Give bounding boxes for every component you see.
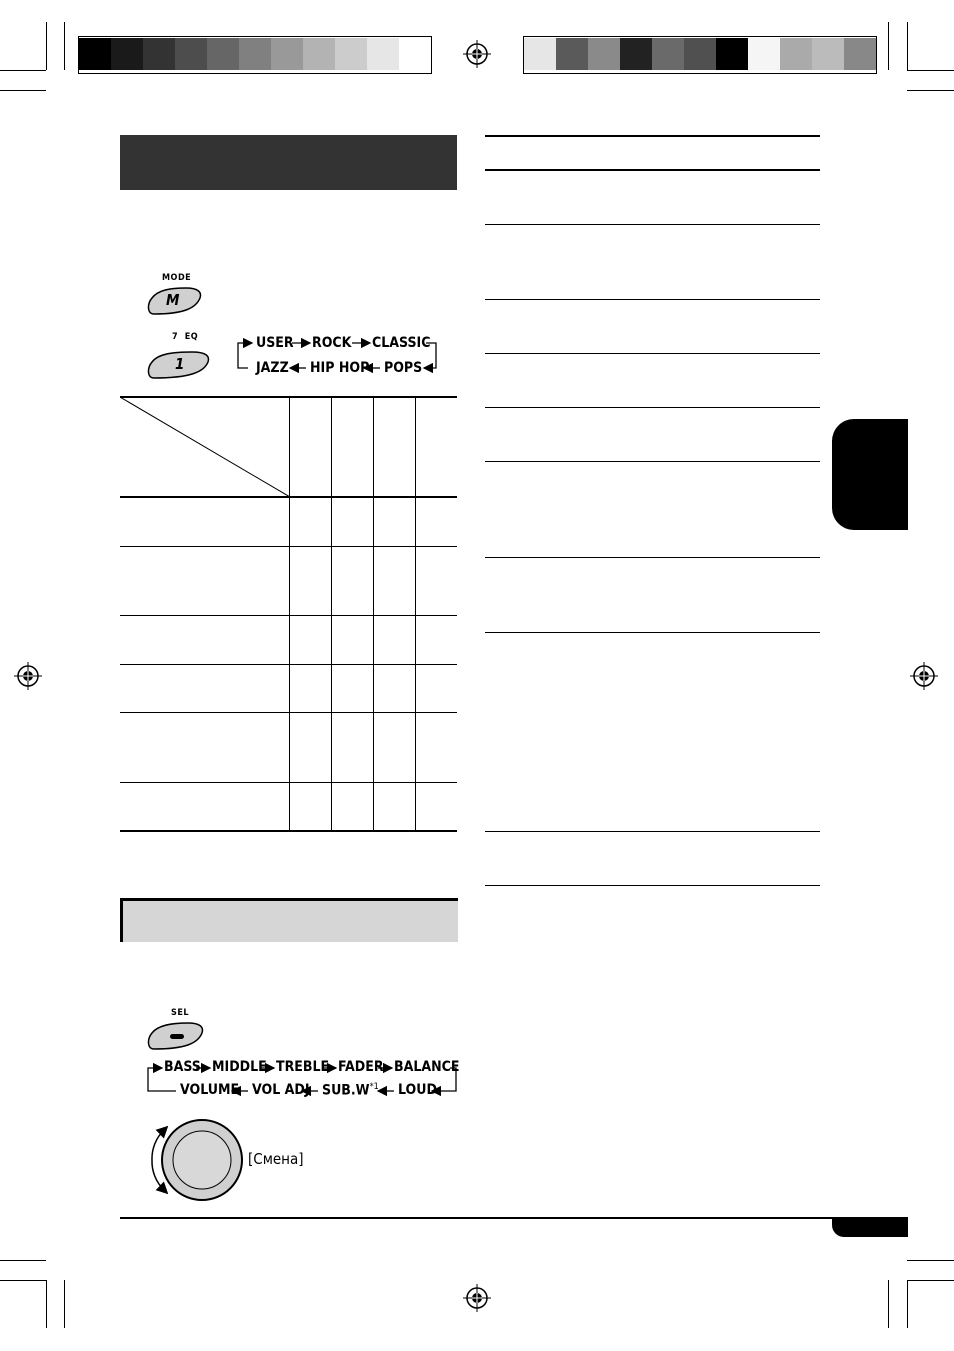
color-bar-left-swatch — [367, 38, 399, 70]
sound-item-sub-w — [322, 1083, 379, 1098]
right-table-rule — [485, 299, 820, 300]
language-side-tab — [832, 419, 908, 530]
crop-mark — [46, 22, 47, 70]
sound-item-loud: LOUD — [398, 1082, 437, 1098]
right-table-rule — [485, 169, 820, 171]
crop-mark — [0, 90, 46, 91]
eq-button-glyph: 1 — [175, 355, 185, 373]
color-bar-right-swatch — [524, 38, 556, 70]
color-bar-left-swatch — [207, 38, 239, 70]
mode-button-glyph: M — [166, 291, 180, 309]
color-bar-right-swatch — [748, 38, 780, 70]
crop-mark — [907, 1260, 954, 1261]
color-bar-left-swatch — [303, 38, 335, 70]
dial-label: [Смена] — [248, 1150, 304, 1168]
eq-table-col-rule — [373, 397, 374, 831]
color-bar-right-swatch — [556, 38, 588, 70]
crop-mark — [64, 22, 65, 70]
registration-target-icon — [463, 40, 491, 68]
control-dial[interactable] — [146, 1118, 246, 1204]
crop-mark — [888, 1280, 889, 1328]
crop-mark — [907, 1280, 954, 1281]
right-table-rule — [485, 407, 820, 408]
color-bar-right-swatch — [844, 38, 876, 70]
eq-mode-hiphop: HIP HOP — [310, 360, 370, 376]
sound-item-fader: FADER — [338, 1059, 384, 1075]
color-bar-left-swatch — [271, 38, 303, 70]
registration-target-icon — [910, 662, 938, 690]
color-bar-right-swatch — [652, 38, 684, 70]
footer-rule — [120, 1217, 908, 1219]
crop-mark — [907, 1280, 908, 1328]
right-table-rule — [485, 632, 820, 633]
eq-table-col-rule — [331, 397, 332, 831]
crop-mark — [907, 90, 954, 91]
registration-target-icon — [463, 1284, 491, 1312]
right-table-rule — [485, 353, 820, 354]
color-bar-left-swatch — [239, 38, 271, 70]
footnote-mark: *1 — [369, 1082, 379, 1092]
eq-mode-classic: CLASSIC — [372, 335, 431, 351]
color-bar-left-swatch — [175, 38, 207, 70]
crop-mark — [907, 70, 954, 71]
crop-mark — [0, 1280, 46, 1281]
color-bar-right-swatch — [780, 38, 812, 70]
color-bar-left-swatch — [111, 38, 143, 70]
color-bar-right-swatch — [716, 38, 748, 70]
color-bar-right-swatch — [812, 38, 844, 70]
sel-button[interactable] — [146, 1021, 204, 1051]
eq-table-col-rule — [415, 397, 416, 831]
sound-item-balance: BALANCE — [394, 1059, 460, 1075]
sel-button-caption: SEL — [171, 1008, 190, 1018]
eq-mode-rock: ROCK — [312, 335, 352, 351]
crop-mark — [0, 1260, 46, 1261]
color-bar-right-swatch — [620, 38, 652, 70]
sound-item-treble: TREBLE — [276, 1059, 330, 1075]
sound-item-vol-adj: VOL ADJ — [252, 1082, 310, 1098]
color-bar-right-swatch — [684, 38, 716, 70]
sound-item-middle: MIDDLE — [212, 1059, 267, 1075]
eq-mode-jazz: JAZZ — [256, 360, 289, 376]
color-bar-left-swatch — [399, 38, 431, 70]
eq-button-caption: 7 EQ — [172, 332, 199, 342]
crop-mark — [907, 22, 908, 70]
right-table-rule — [485, 461, 820, 462]
crop-mark — [0, 70, 46, 71]
right-table-rule — [485, 224, 820, 225]
sound-item-sub-w-label: SUB.W — [322, 1082, 370, 1099]
color-bar-left-swatch — [79, 38, 111, 70]
crop-mark — [46, 1280, 47, 1328]
eq-mode-pops: POPS — [384, 360, 423, 376]
eq-table-col-rule — [289, 397, 290, 831]
eq-mode-user: USER — [256, 335, 294, 351]
page-number-tab — [832, 1217, 908, 1237]
color-bar-right-swatch — [588, 38, 620, 70]
section-header-light — [120, 898, 458, 942]
sound-item-volume: VOLUME — [180, 1082, 240, 1098]
color-bar-left-swatch — [335, 38, 367, 70]
right-table-rule — [485, 135, 820, 137]
section-header-dark — [120, 135, 457, 190]
mode-button-caption: MODE — [162, 273, 192, 283]
eq-table-diagonal — [120, 397, 290, 497]
right-table-rule — [485, 885, 820, 886]
crop-mark — [64, 1280, 65, 1328]
right-table-rule — [485, 557, 820, 558]
registration-target-icon — [14, 662, 42, 690]
sound-item-bass: BASS — [164, 1059, 201, 1075]
right-table-rule — [485, 831, 820, 832]
crop-mark — [888, 22, 889, 70]
color-bar-left-swatch — [143, 38, 175, 70]
